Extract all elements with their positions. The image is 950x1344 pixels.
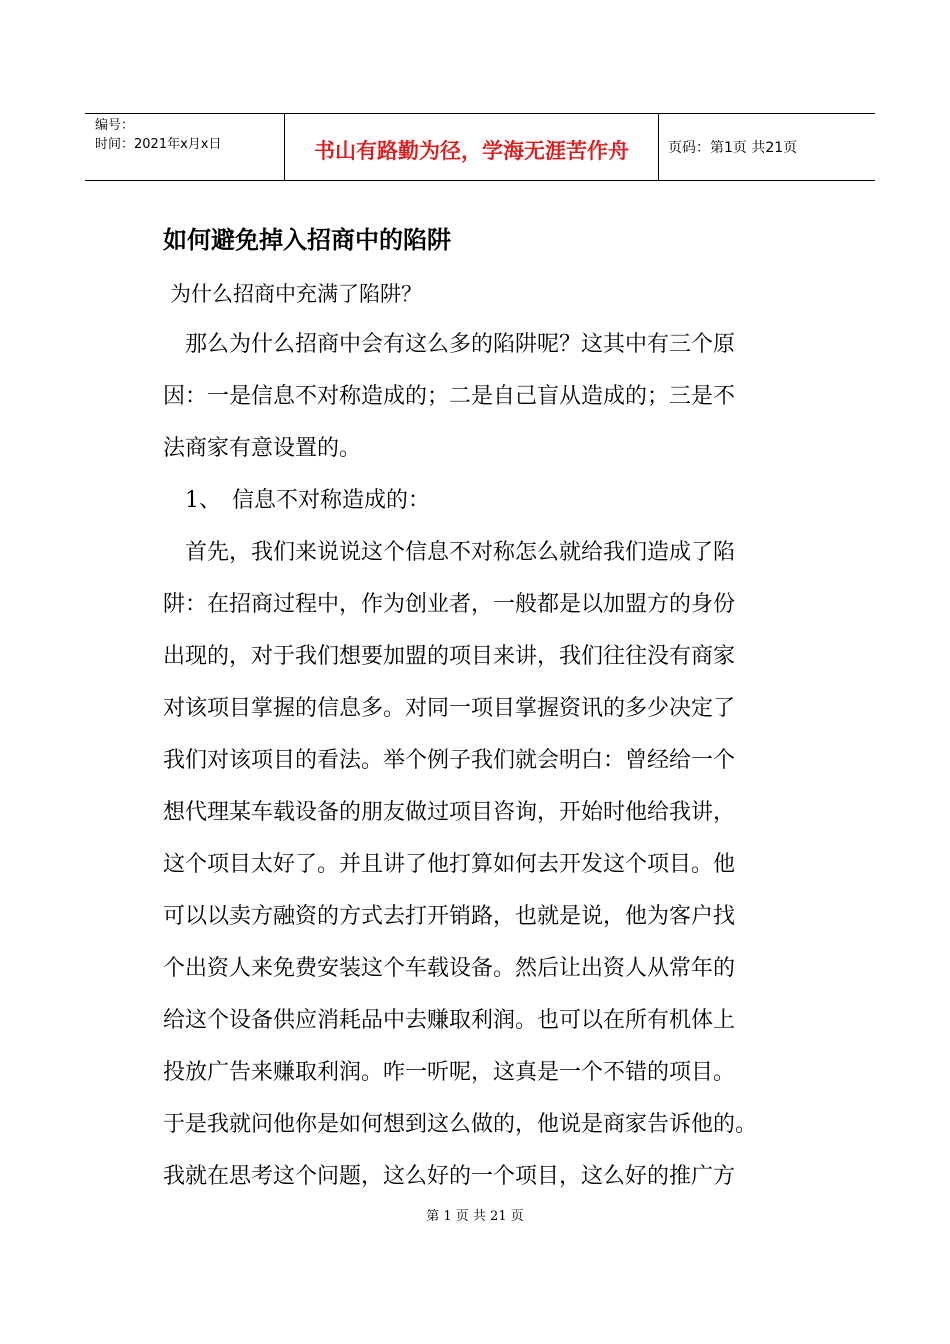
body-text-line: 投放广告来赚取利润。咋一听呢，这真是一个不错的项目。 (163, 1060, 736, 1085)
document-title: 如何避免掉入招商中的陷阱 (163, 226, 451, 254)
body-text-line: 我们对该项目的看法。举个例子我们就会明白：曾经给一个 (163, 748, 736, 773)
body-text-line: 于是我就问他你是如何想到这么做的，他说是商家告诉他的。 (163, 1112, 758, 1137)
footer-page-number (0, 1207, 950, 1227)
footer-page-text: 第 1 页 共 21 页 (426, 1209, 524, 1224)
time-label: 时间：2021年x月x日 (95, 137, 222, 152)
body-text-line: 给这个设备供应消耗品中去赚取利润。也可以在所有机体上 (163, 1008, 736, 1033)
body-text-line: 首先，我们来说说这个信息不对称怎么就给我们造成了陷 (163, 540, 736, 565)
number-label: 编号： (95, 118, 135, 133)
section-subheading: 为什么招商中充满了陷阱？ (170, 282, 422, 306)
header-meta (85, 114, 285, 180)
header-motto: 书山有路勤为径，学海无涯苦作舟 (285, 114, 659, 180)
body-text-line: 对该项目掌握的信息多。对同一项目掌握资讯的多少决定了 (163, 696, 736, 721)
document-header (85, 113, 875, 181)
body-text-line: 这个项目太好了。并且讲了他打算如何去开发这个项目。他 (163, 852, 736, 877)
body-text-line: 出现的，对于我们想要加盟的项目来讲，我们往往没有商家 (163, 644, 736, 669)
body-text-line: 法商家有意设置的。 (163, 436, 362, 461)
body-text-line: 1、 信息不对称造成的： (163, 488, 430, 513)
body-text-line: 我就在思考这个问题，这么好的一个项目，这么好的推广方 (163, 1164, 736, 1189)
body-text-line: 想代理某车载设备的朋友做过项目咨询，开始时他给我讲， (163, 800, 736, 825)
header-page-info: 页码：第1页 共21页 (668, 140, 798, 156)
body-text-line: 那么为什么招商中会有这么多的陷阱呢？这其中有三个原 (163, 332, 736, 357)
body-text-line: 可以以卖方融资的方式去打开销路，也就是说，他为客户找 (163, 904, 736, 929)
body-text-line: 个出资人来免费安装这个车载设备。然后让出资人从常年的 (163, 956, 736, 981)
body-text-line: 因：一是信息不对称造成的；二是自己盲从造成的；三是不 (163, 384, 736, 409)
body-text-line: 阱：在招商过程中，作为创业者，一般都是以加盟方的身份 (163, 592, 736, 617)
